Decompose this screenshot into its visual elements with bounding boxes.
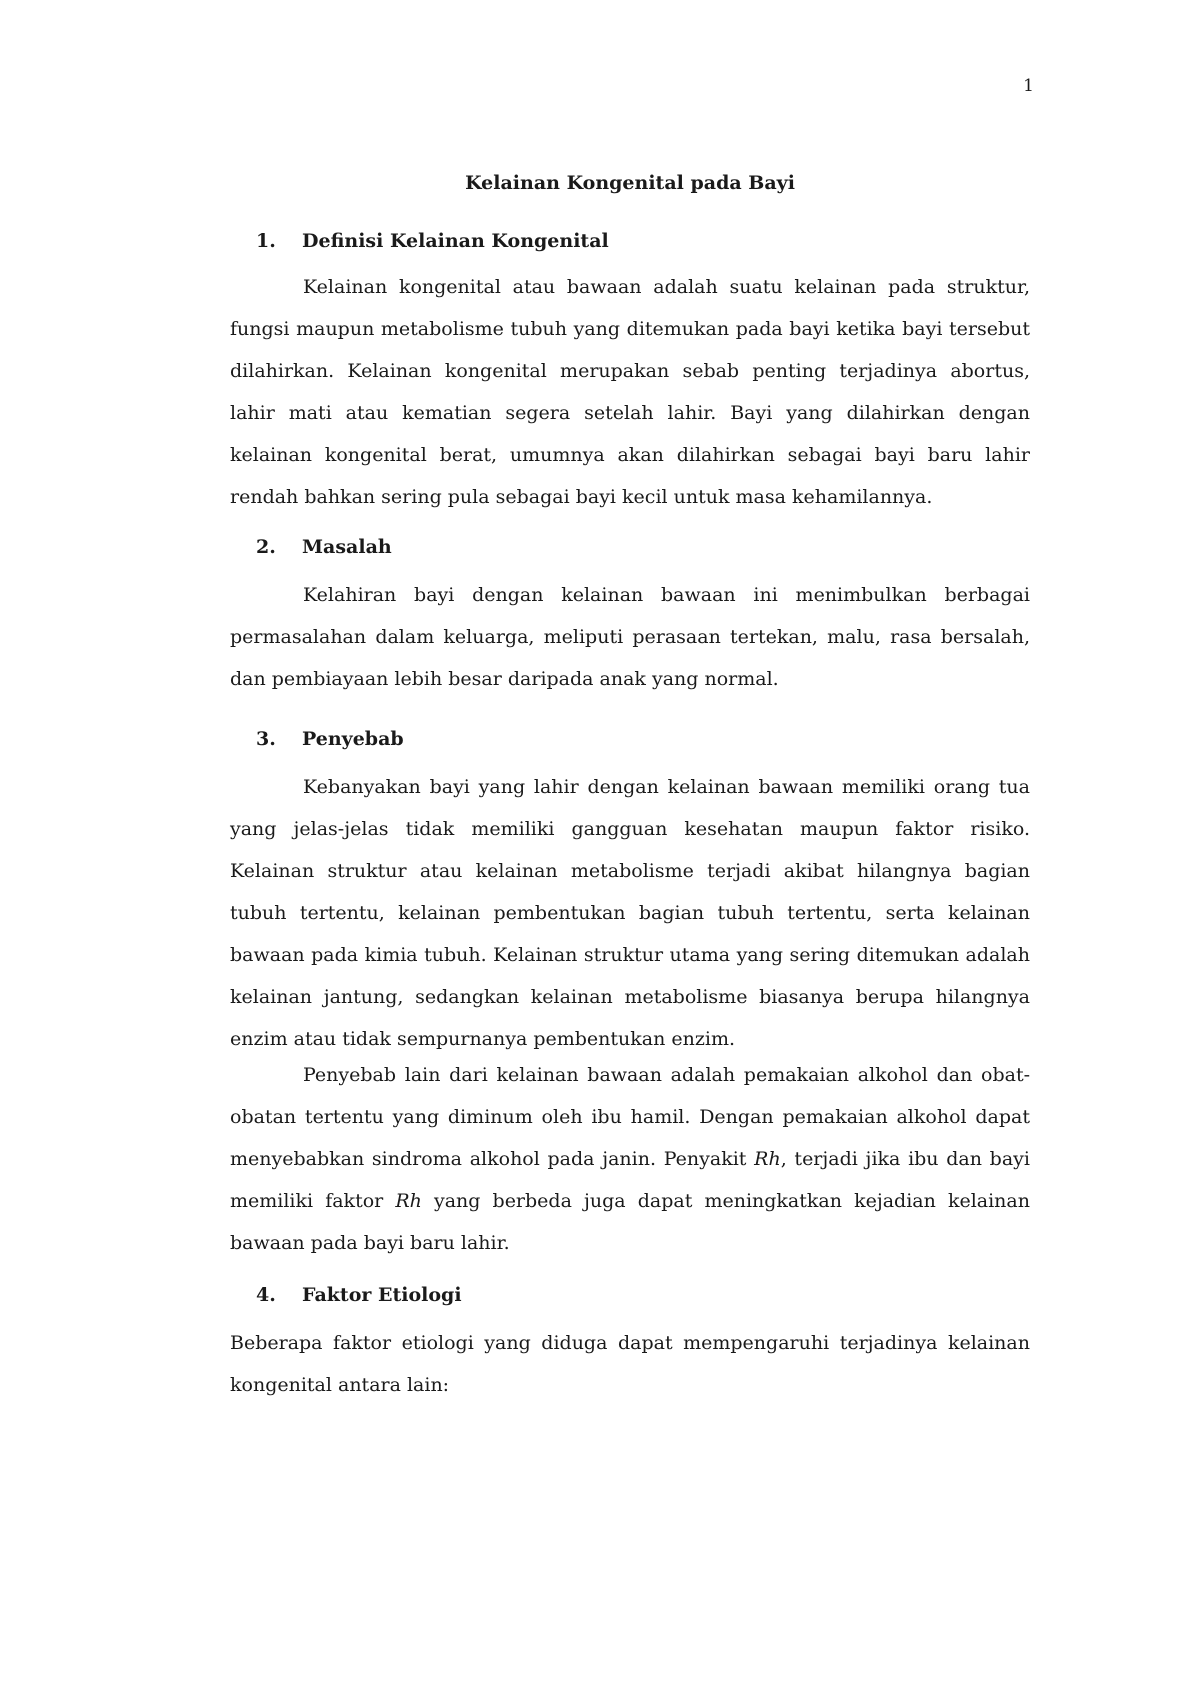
paragraph-penyebab-2: [230, 1054, 1030, 1264]
italic-term-rh: Rh: [754, 1148, 781, 1170]
section-number: 4.: [256, 1284, 276, 1306]
text-run: Penyebab lain dari kelainan bawaan adalah pemakaian alkohol dan obat-obatan tertentu yang diminum oleh ibu hamil. Dengan pemakaian alkohol dapat menyebabkan sindroma alkohol pada janin. Penyakit: [230, 1064, 1030, 1170]
section-heading-masalah: [256, 536, 392, 558]
italic-term-rh: Rh: [395, 1190, 422, 1212]
section-title: Faktor Etiologi: [302, 1284, 462, 1306]
section-heading-penyebab: [256, 728, 404, 750]
section-title: Masalah: [302, 536, 392, 558]
section-title: Penyebab: [302, 728, 404, 750]
section-number: 3.: [256, 728, 276, 750]
paragraph-penyebab-1: Kebanyakan bayi yang lahir dengan kelainan bawaan memiliki orang tua yang jelas-jelas tidak memiliki gangguan kesehatan maupun faktor risiko. Kelainan struktur atau kelainan metabolisme terjadi akibat hilangnya bagian tubuh tertentu, kelainan pembentukan bagian tubuh tertentu, serta kelainan bawaan pada kimia tubuh. Kelainan struktur utama yang sering ditemukan adalah kelainan jantung, sedangkan kelainan metabolisme biasanya berupa hilangnya enzim atau tidak sempurnanya pembentukan enzim.: [230, 776, 1030, 1050]
section-heading-definisi: [256, 230, 609, 252]
paragraph-definisi: Kelainan kongenital atau bawaan adalah suatu kelainan pada struktur, fungsi maupun metabolisme tubuh yang ditemukan pada bayi ketika bayi tersebut dilahirkan. Kelainan kongenital merupakan sebab penting terjadinya abortus, lahir mati atau kematian segera setelah lahir. Bayi yang dilahirkan dengan kelainan kongenital berat, umumnya akan dilahirkan sebagai bayi baru lahir rendah bahkan sering pula sebagai bayi kecil untuk masa kehamilannya.: [230, 276, 1030, 508]
paragraph-masalah: Kelahiran bayi dengan kelainan bawaan ini menimbulkan berbagai permasalahan dalam keluarga, meliputi perasaan tertekan, malu, rasa bersalah, dan pembiayaan lebih besar daripada anak yang normal.: [230, 584, 1030, 690]
section-number: 2.: [256, 536, 276, 558]
text-run: yang berbeda juga dapat meningkatkan kejadian kelainan bawaan pada bayi baru lahir.: [230, 1190, 1030, 1254]
page-number: 1: [1023, 76, 1034, 96]
text-run: , terjadi jika ibu dan bayi memiliki faktor: [230, 1148, 1030, 1212]
section-number: 1.: [256, 230, 276, 252]
paragraph-faktor-etiologi: Beberapa faktor etiologi yang diduga dapat mempengaruhi terjadinya kelainan kongenital antara lain:: [230, 1332, 1030, 1396]
section-heading-faktor-etiologi: [256, 1284, 462, 1306]
document-title: Kelainan Kongenital pada Bayi: [465, 172, 795, 194]
section-title: Definisi Kelainan Kongenital: [302, 230, 609, 252]
